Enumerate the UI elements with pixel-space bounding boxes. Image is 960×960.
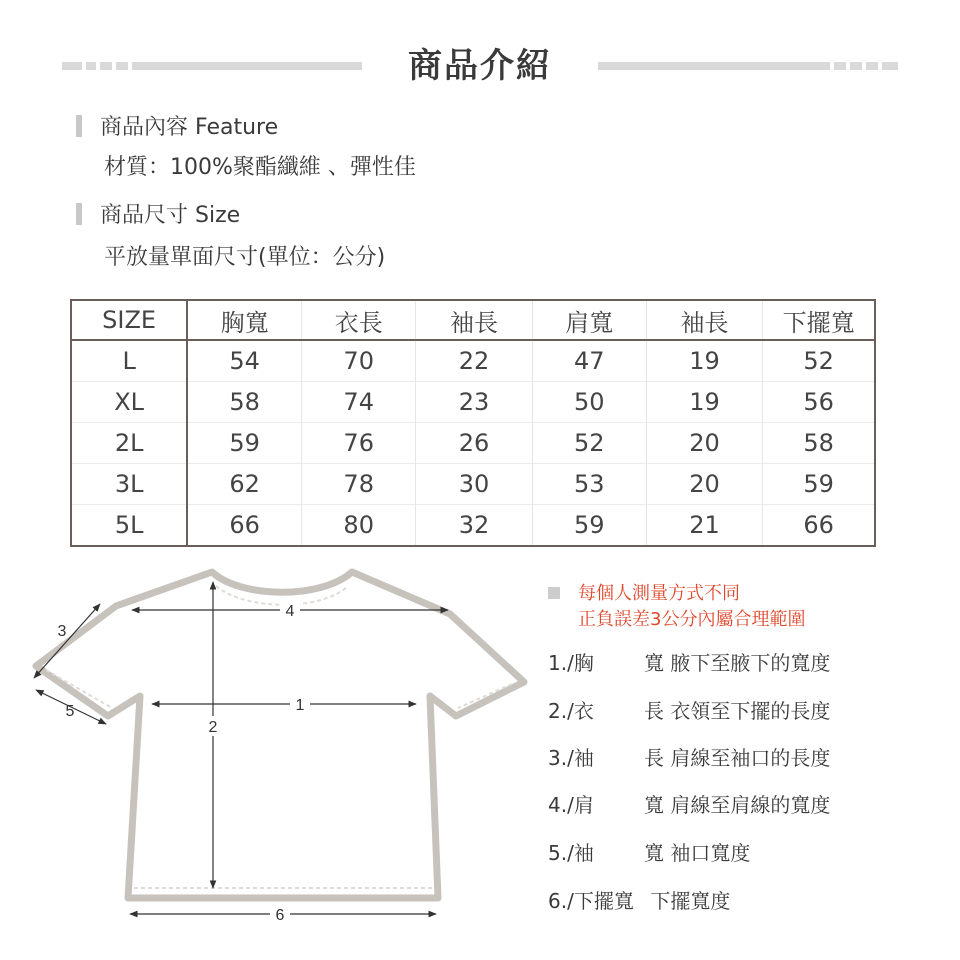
measurement-item: 3./袖 長 肩線至袖口的長度 <box>548 746 831 770</box>
note-line-2: 正負誤差3公分內屬合理範圍 <box>578 609 806 630</box>
diagram-label: 5 <box>65 703 75 720</box>
feature-text: 材質：100%聚酯纖維 、彈性佳 <box>104 155 416 180</box>
table-header-cell: 下擺寬 <box>763 300 875 340</box>
measurement-item: 5./袖 寬 袖口寬度 <box>548 841 751 865</box>
tshirt-diagram <box>0 560 540 940</box>
section-bar <box>76 115 82 137</box>
table-row <box>71 423 875 464</box>
note-line-1: 每個人測量方式不同 <box>548 582 740 606</box>
table-cell: 21 <box>646 505 762 547</box>
table-header-cell: SIZE <box>71 300 187 340</box>
table-cell: L <box>71 340 187 382</box>
note-square-icon <box>548 587 560 599</box>
table-cell: 76 <box>302 423 416 464</box>
table-header-cell: 袖長 <box>416 300 532 340</box>
page-title: 商品介紹 <box>408 46 552 86</box>
table-cell: 22 <box>416 340 532 382</box>
table-cell: 52 <box>532 423 646 464</box>
size-heading: 商品尺寸 Size <box>76 201 240 231</box>
diagram-label: 4 <box>285 603 295 620</box>
table-cell: 19 <box>646 340 762 382</box>
tshirt-outline <box>36 572 524 898</box>
measurement-item: 6./下擺寬 下擺寬度 <box>548 889 731 913</box>
table-header-row <box>71 300 875 340</box>
table-cell: 3L <box>71 464 187 505</box>
table-header-cell: 袖長 <box>646 300 762 340</box>
table-cell: 50 <box>532 382 646 423</box>
table-cell: 56 <box>763 382 875 423</box>
table-cell: 20 <box>646 423 762 464</box>
table-cell: 47 <box>532 340 646 382</box>
section-bar <box>76 203 82 225</box>
table-cell: 70 <box>302 340 416 382</box>
measurement-item: 1./胸 寬 腋下至腋下的寬度 <box>548 651 831 675</box>
table-cell: 59 <box>187 423 301 464</box>
table-header-cell: 肩寬 <box>532 300 646 340</box>
table-row <box>71 382 875 423</box>
table-cell: 80 <box>302 505 416 547</box>
measurement-item: 2./衣 長 衣領至下擺的長度 <box>548 699 831 723</box>
table-row <box>71 505 875 547</box>
table-cell: 58 <box>187 382 301 423</box>
table-cell: 20 <box>646 464 762 505</box>
table-cell: 62 <box>187 464 301 505</box>
table-header-cell: 衣長 <box>302 300 416 340</box>
table-cell: 52 <box>763 340 875 382</box>
table-cell: 26 <box>416 423 532 464</box>
header-line-left <box>62 62 362 70</box>
diagram-label: 3 <box>57 623 67 640</box>
size-text: 平放量單面尺寸(單位：公分) <box>104 245 386 270</box>
table-header-cell: 胸寬 <box>187 300 301 340</box>
feature-heading: 商品內容 Feature <box>76 113 278 143</box>
size-table <box>70 299 876 547</box>
table-cell: 66 <box>763 505 875 547</box>
table-cell: 30 <box>416 464 532 505</box>
table-cell: 2L <box>71 423 187 464</box>
table-cell: 58 <box>763 423 875 464</box>
table-row <box>71 340 875 382</box>
table-cell: 59 <box>763 464 875 505</box>
table-cell: 23 <box>416 382 532 423</box>
diagram-label: 1 <box>295 697 305 714</box>
table-cell: 32 <box>416 505 532 547</box>
table-cell: 74 <box>302 382 416 423</box>
page-header <box>0 38 960 94</box>
table-cell: 66 <box>187 505 301 547</box>
diagram-label: 6 <box>275 907 285 924</box>
table-cell: 5L <box>71 505 187 547</box>
diagram-label: 2 <box>208 719 218 736</box>
table-cell: 19 <box>646 382 762 423</box>
table-cell: 54 <box>187 340 301 382</box>
table-row <box>71 464 875 505</box>
table-cell: 78 <box>302 464 416 505</box>
header-line-right <box>598 62 898 70</box>
table-cell: XL <box>71 382 187 423</box>
table-cell: 53 <box>532 464 646 505</box>
measurement-item: 4./肩 寬 肩線至肩線的寬度 <box>548 793 831 817</box>
table-cell: 59 <box>532 505 646 547</box>
